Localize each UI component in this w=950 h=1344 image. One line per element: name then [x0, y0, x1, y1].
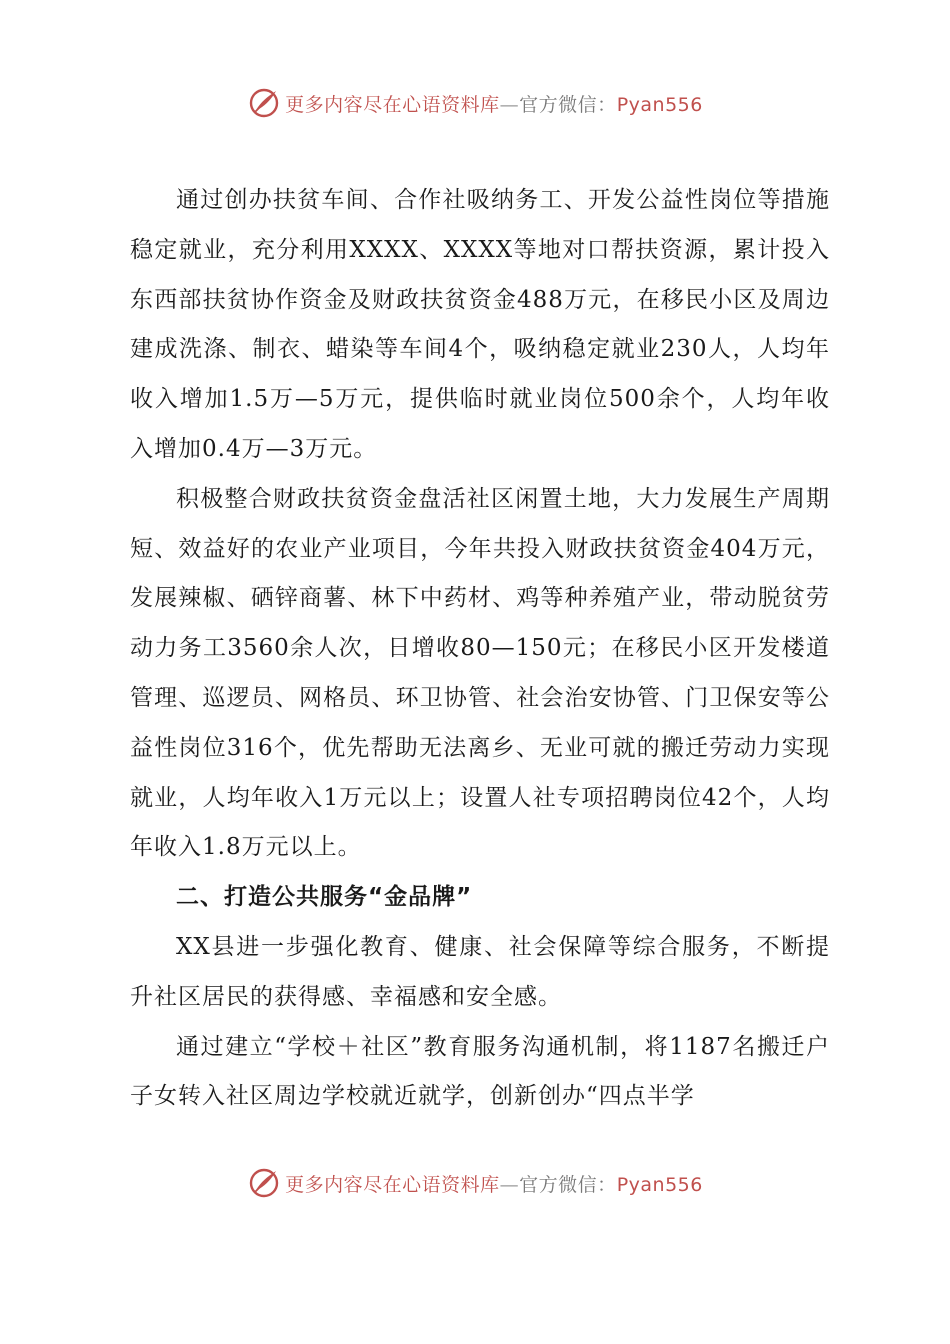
document-body: [130, 176, 830, 1122]
section-heading: 二、打造公共服务“金品牌”: [176, 884, 473, 911]
quill-pen-logo-icon: [247, 1166, 281, 1200]
quill-pen-logo-icon: [247, 86, 281, 120]
footer-banner: [0, 1163, 950, 1203]
banner-text: 更多内容尽在心语资料库—官方微信：Pyan556: [285, 1173, 703, 1196]
header-banner: [0, 83, 950, 123]
paragraph: XX县进一步强化教育、健康、社会保障等综合服务，不断提升社区居民的获得感、幸福感和安全感。: [130, 933, 830, 1010]
banner-text: 更多内容尽在心语资料库—官方微信：Pyan556: [285, 93, 703, 116]
paragraph: 通过创办扶贫车间、合作社吸纳务工、开发公益性岗位等措施稳定就业，充分利用XXXX、XXXX等地对口帮扶资源，累计投入东西部扶贫协作资金及财政扶贫资金488万元，在移民小区及周边建成洗涤、制衣、蜡染等车间4个，吸纳稳定就业230人，人均年收入增加1.5万—5万元，提供临时就业岗位500余个，人均年收入增加0.4万—3万元。: [130, 187, 830, 462]
paragraph: 通过建立“学校＋社区”教育服务沟通机制，将1187名搬迁户子女转入社区周边学校就近就学，创新创办“四点半学: [130, 1033, 830, 1110]
paragraph: 积极整合财政扶贫资金盘活社区闲置土地，大力发展生产周期短、效益好的农业产业项目，今年共投入财政扶贫资金404万元，发展辣椒、硒锌商薯、林下中药材、鸡等种养殖产业，带动脱贫劳动力务工3560余人次，日增收80—150元；在移民小区开发楼道管理、巡逻员、网格员、环卫协管、社会治安协管、门卫保安等公益性岗位316个，优先帮助无法离乡、无业可就的搬迁劳动力实现就业，人均年收入1万元以上；设置人社专项招聘岗位42个，人均年收入1.8万元以上。: [130, 485, 830, 861]
